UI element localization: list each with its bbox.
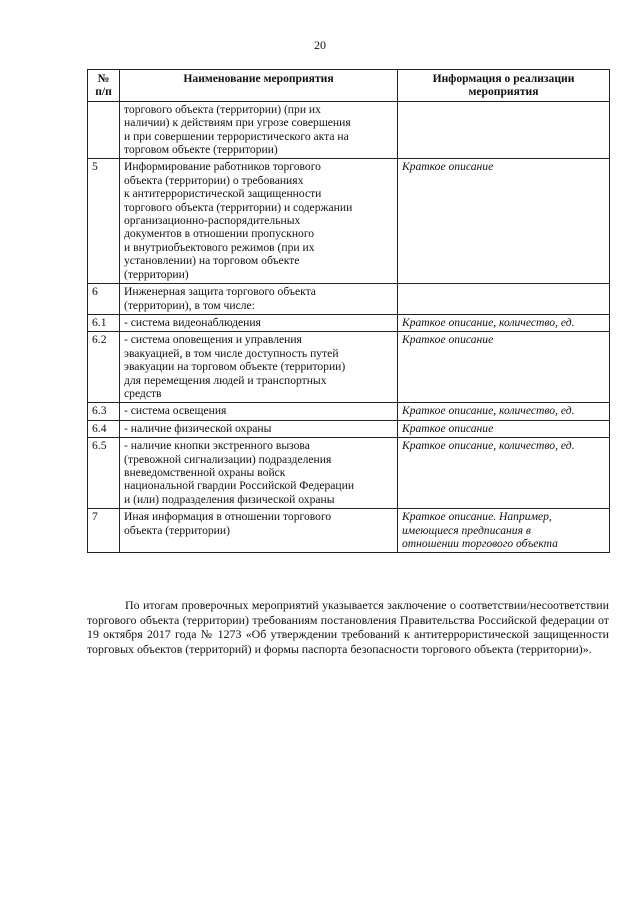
- row-measure-name: - наличие кнопки экстренного вызова (тревожной сигнализации) подразделения вневедомственной охраны войск национальной гвардии Российской Федерации и (или) подразделения физической охраны: [120, 438, 398, 509]
- row-number: 5: [88, 159, 120, 284]
- page-number: 20: [314, 38, 326, 52]
- row-measure-name: Иная информация в отношении торгового объекта (территории): [120, 509, 398, 553]
- row-measure-name: - система освещения: [120, 403, 398, 420]
- row-number: [88, 101, 120, 159]
- row-implementation-info: Краткое описание: [398, 159, 610, 284]
- row-number: 6.1: [88, 314, 120, 331]
- table-header-row: [88, 70, 610, 102]
- table-row: [88, 101, 610, 159]
- row-number: 6.2: [88, 332, 120, 403]
- row-implementation-info: Краткое описание: [398, 332, 610, 403]
- row-implementation-info: [398, 284, 610, 315]
- row-number: 7: [88, 509, 120, 553]
- row-implementation-info: Краткое описание. Например, имеющиеся предписания в отношении торгового объекта: [398, 509, 610, 553]
- row-measure-name: - система видеонаблюдения: [120, 314, 398, 331]
- row-number: 6.4: [88, 420, 120, 437]
- row-number: 6: [88, 284, 120, 315]
- row-implementation-info: Краткое описание, количество, ед.: [398, 438, 610, 509]
- conclusion-text: По итогам проверочных мероприятий указывается заключение о соответствии/несоответствии торгового объекта (территории) требованиям постановления Правительства Российской федерации от 19 октября 2017 года № 1273 «Об утверждении требований к антитеррористической защищенности торговых объектов (территорий) и формы паспорта безопасности торгового объекта (территории)».: [87, 598, 609, 656]
- table-row: [88, 332, 610, 403]
- row-implementation-info: [398, 101, 610, 159]
- row-number: 6.3: [88, 403, 120, 420]
- table-row: [88, 420, 610, 437]
- row-measure-name: - система оповещения и управления эвакуацией, в том числе доступность путей эвакуации на торговом объекте (территории) для перемещения людей и транспортных средств: [120, 332, 398, 403]
- row-measure-name: торгового объекта (территории) (при их наличии) к действиям при угрозе совершения и при совершении террористического акта на торговом объекте (территории): [120, 101, 398, 159]
- row-implementation-info: Краткое описание, количество, ед.: [398, 314, 610, 331]
- table-row: [88, 159, 610, 284]
- row-measure-name: - наличие физической охраны: [120, 420, 398, 437]
- table-row: [88, 314, 610, 331]
- row-measure-name: Информирование работников торгового объекта (территории) о требованиях к антитеррористической защищенности торгового объекта (территории) и содержании организационно-распорядительных документов в отношении пропускного и внутриобъектового режимов (при их установлении) на торговом объекте (территории): [120, 159, 398, 284]
- conclusion-paragraph: [87, 598, 609, 656]
- table-row: [88, 403, 610, 420]
- table-row: [88, 509, 610, 553]
- header-number: № п/п: [88, 70, 120, 102]
- row-measure-name: Инженерная защита торгового объекта (территории), в том числе:: [120, 284, 398, 315]
- table-row: [88, 284, 610, 315]
- measures-table: [87, 69, 610, 553]
- row-implementation-info: Краткое описание: [398, 420, 610, 437]
- row-number: 6.5: [88, 438, 120, 509]
- row-implementation-info: Краткое описание, количество, ед.: [398, 403, 610, 420]
- header-implementation-info: Информация о реализации мероприятия: [398, 70, 610, 102]
- table-row: [88, 438, 610, 509]
- header-measure-name: Наименование мероприятия: [120, 70, 398, 102]
